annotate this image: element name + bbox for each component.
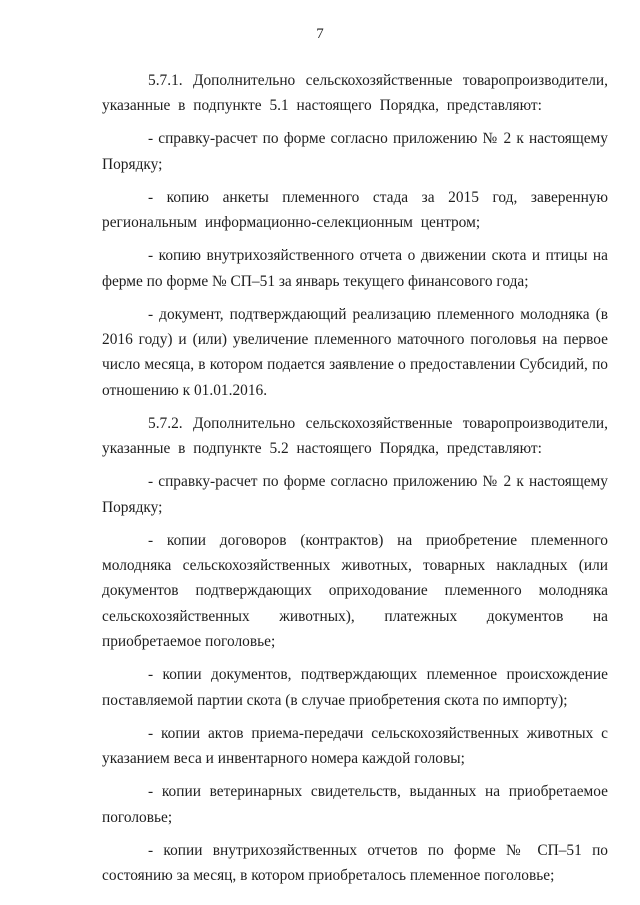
page-number: 7 — [316, 26, 324, 42]
paragraph-5-7-2: 5.7.2. Дополнительно сельскохозяйственные товаропроизводители, указанные в подпункте 5.2 настоящего Порядка, представляют: — [102, 414, 608, 458]
list-item-transfer-acts: - копии актов приема-передачи сельскохозяйственных животных с указанием веса и инвентарного номера каждой головы; — [102, 724, 608, 768]
list-item-monthly-reports: - копии внутрихозяйственных отчетов по форме № СП–51 по состоянию за месяц, в котором приобреталось племенное поголовье; — [102, 841, 608, 884]
document-body — [102, 68, 608, 896]
list-item-sales-document: - документ, подтверждающий реализацию племенного молодняка (в 2016 году) и (или) увеличение племенного маточного поголовья на первое число месяца, в котором подается заявление о предоставлении Субсидий, по отношению к 01.01.2016. — [102, 305, 608, 399]
list-item-veterinary-certificates: - копии ветеринарных свидетельств, выданных на приобретаемое поголовье; — [102, 783, 608, 826]
list-item-calculation-certificate: - справку-расчет по форме согласно приложению № 2 к настоящему Порядку; — [102, 130, 608, 173]
list-item-calculation-certificate-2: - справку-расчет по форме согласно приложению № 2 к настоящему Порядку; — [102, 473, 608, 516]
paragraph-5-7-1: 5.7.1. Дополнительно сельскохозяйственные товаропроизводители, указанные в подпункте 5.1 настоящего Порядка, представляют: — [102, 72, 608, 115]
list-item-purchase-contracts: - копии договоров (контрактов) на приобретение племенного молодняка сельскохозяйственных животных, товарных накладных (или документов подтверждающих оприходование племенного молодняка сельскохозяйственных животных), платежных документов на приобретаемое поголовье; — [102, 531, 608, 651]
list-item-origin-documents: - копии документов, подтверждающих племенное происхождение поставляемой партии скота (в случае приобретения скота по импорту); — [102, 666, 608, 709]
list-item-livestock-report: - копию внутрихозяйственного отчета о движении скота и птицы на ферме по форме № СП–51 за январь текущего финансового года; — [102, 247, 608, 290]
list-item-herd-questionnaire: - копию анкеты племенного стада за 2015 год, заверенную региональным информационно-селекционным центром; — [102, 188, 608, 232]
